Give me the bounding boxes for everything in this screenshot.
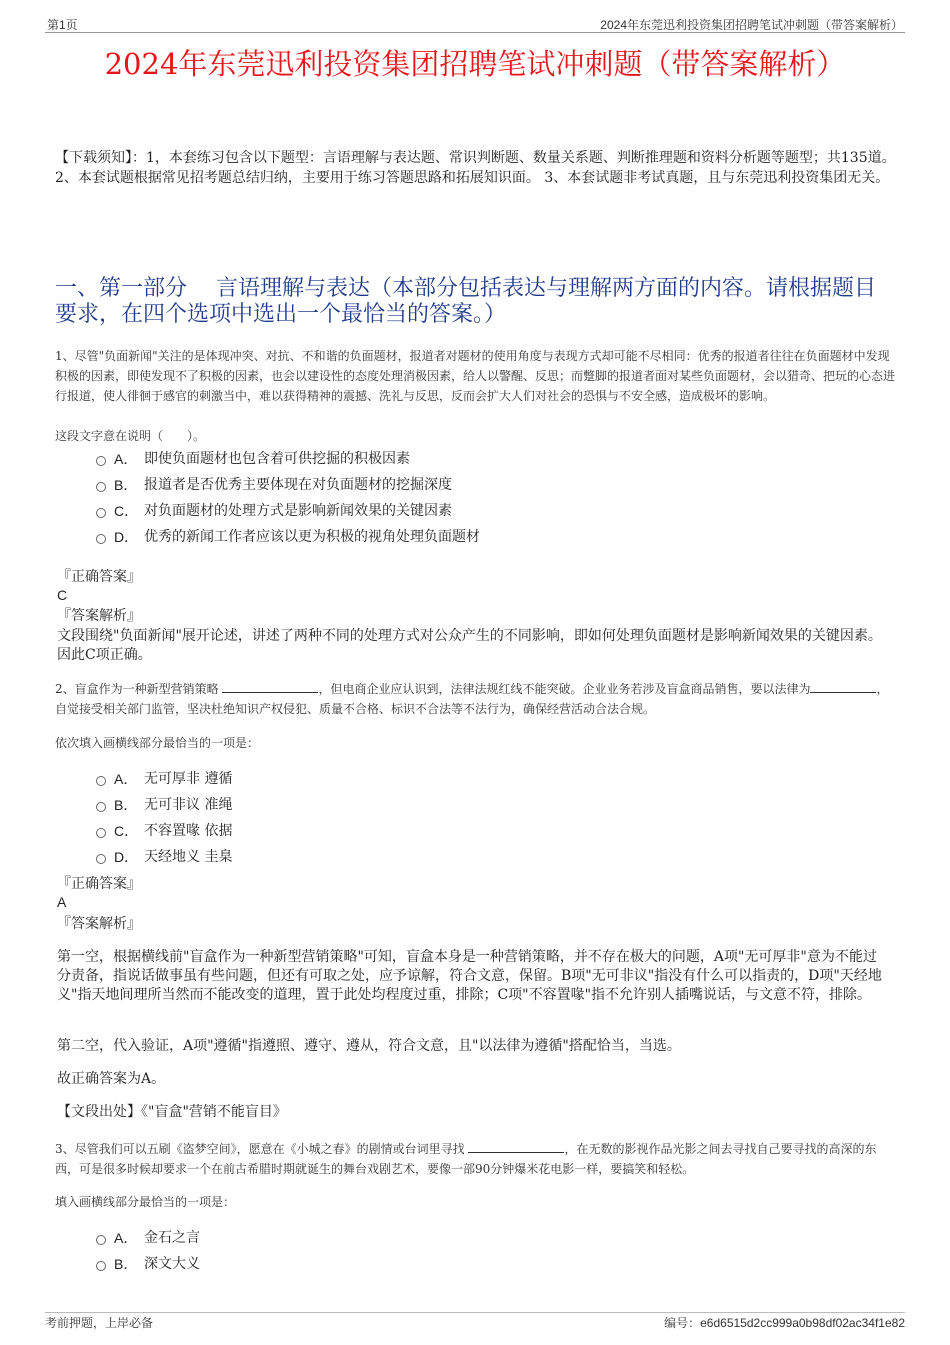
q3-option-b[interactable]: B． 深文大义 xyxy=(96,1254,200,1274)
q3-option-a[interactable]: A． 金石之言 xyxy=(96,1228,200,1248)
question-1-prompt: 这段文字意在说明（ ）。 xyxy=(55,429,206,443)
question-2-prompt: 依次填入画横线部分最恰当的一项是： xyxy=(55,736,260,750)
radio-icon[interactable] xyxy=(96,1261,106,1271)
q2-option-a[interactable]: A． 无可厚非 遵循 xyxy=(96,769,232,789)
radio-icon[interactable] xyxy=(96,828,106,838)
footer-doc-id: 编号：e6d6515d2cc999a0b98df02ac34f1e82 xyxy=(664,1316,905,1330)
radio-icon[interactable] xyxy=(96,1235,106,1245)
analysis-conclusion: 故正确答案为A。 xyxy=(57,1071,166,1087)
radio-icon[interactable] xyxy=(96,802,106,812)
page-title: 2024年东莞迅利投资集团招聘笔试冲刺题（带答案解析） xyxy=(104,47,846,81)
analysis-text: 文段围绕"负面新闻"展开论述，讲述了两种不同的处理方式对公众产生的不同影响，即如何处理负面题材是影响新闻效果的关键因素。因此C项正确。 xyxy=(57,628,882,663)
radio-icon[interactable] xyxy=(96,534,106,544)
question-1-text: 1、尽管"负面新闻"关注的是体现冲突、对抗、不和谐的负面题材，报道者对题材的使用角度与表现方式却可能不尽相同：优秀的报道者往往在负面题材中发现积极的因素，即使发现不了积极的因素，也会以建设性的态度处理消极因素，给人以警醒、反思；而蹩脚的报道者面对某些负面题材，会以猎奇、把玩的心态进行报道，使人徘徊于感官的刺激当中，难以获得精神的震撼、洗礼与反思，反而会扩大人们对社会的恐惧与不安全感，造成极坏的影响。 xyxy=(55,349,896,403)
question-3-prompt: 填入画横线部分最恰当的一项是： xyxy=(55,1195,236,1209)
footer-slogan: 考前押题，上岸必备 xyxy=(45,1316,154,1330)
radio-icon[interactable] xyxy=(96,508,106,518)
answer-label: 『正确答案』 xyxy=(57,876,141,892)
q1-option-c[interactable]: C． 对负面题材的处理方式是影响新闻效果的关键因素 xyxy=(96,501,452,521)
radio-icon[interactable] xyxy=(96,456,106,466)
radio-icon[interactable] xyxy=(96,776,106,786)
source-citation: 【文段出处】《"盲盒"营销不能盲目》 xyxy=(57,1104,287,1120)
header-title: 2024年东莞迅利投资集团招聘笔试冲刺题（带答案解析） xyxy=(600,18,903,32)
answer-value: A xyxy=(57,894,67,910)
radio-icon[interactable] xyxy=(96,854,106,864)
q1-option-d[interactable]: D． 优秀的新闻工作者应该以更为积极的视角处理负面题材 xyxy=(96,527,480,547)
analysis-label: 『答案解析』 xyxy=(57,916,141,932)
question-3-text: 3、尽管我们可以五刷《盗梦空间》，愿意在《小城之春》的剧情或台词里寻找 ，在无数的影视作品光影之间去寻找自己要寻找的高深的东西，可是很多时候却要求一个在前古希腊时期就诞生的舞台戏剧艺术，要像一部90分钟爆米花电影一样，要搞笑和轻松。 xyxy=(55,1142,877,1176)
analysis-text: 第二空，代入验证，A项"遵循"指遵照、遵守、遵从，符合文意，且"以法律为遵循"搭配恰当，当选。 xyxy=(57,1038,681,1054)
answer-label: 『正确答案』 xyxy=(57,569,141,585)
analysis-label: 『答案解析』 xyxy=(57,608,141,624)
page-number: 第1页 xyxy=(47,18,78,32)
q1-option-b[interactable]: B． 报道者是否优秀主要体现在对负面题材的挖掘深度 xyxy=(96,475,452,495)
answer-value: C xyxy=(57,587,68,603)
q2-option-b[interactable]: B． 无可非议 准绳 xyxy=(96,795,232,815)
download-notice: 【下载须知】：1，本套练习包含以下题型：言语理解与表达题、常识判断题、数量关系题、判断推理题和资料分析题等题型；共135道。 2、本套试题根据常见招考题总结归纳，主要用于练习答题思路和拓展知识面。 3、本套试题非考试真题，且与东莞迅利投资集团无关。 xyxy=(55,150,896,186)
q1-option-a[interactable]: A． 即使负面题材也包含着可供挖掘的积极因素 xyxy=(96,449,410,469)
footer-divider xyxy=(45,1312,905,1313)
analysis-text: 第一空，根据横线前"盲盒作为一种新型营销策略"可知，盲盒本身是一种营销策略，并不存在极大的问题，A项"无可厚非"意为不能过分责备，指说话做事虽有些问题，但还有可取之处，应予谅解，符合文意，保留。B项"无可非议"指没有什么可以指责的，D项"天经地义"指天地间理所当然而不能改变的道理，置于此处均程度过重，排除；C项"不容置喙"指不允许别人插嘴说话，与文意不符，排除。 xyxy=(57,949,882,1003)
q2-option-c[interactable]: C． 不容置喙 依据 xyxy=(96,821,232,841)
header-divider xyxy=(45,32,905,33)
section-heading: 一、第一部分 言语理解与表达（本部分包括表达与理解两方面的内容。请根据题目要求，在四个选项中选出一个最恰当的答案。） xyxy=(55,276,876,327)
question-2-text: 2、盲盒作为一种新型营销策略 ，但电商企业应认识到，法律法规红线不能突破。企业业务若涉及盲盒商品销售，要以法律为 ，自觉接受相关部门监管，坚决杜绝知识产权侵犯、质量不合格、标识不合法等不法行为，确保经营活动合法合规。 xyxy=(55,682,889,716)
radio-icon[interactable] xyxy=(96,482,106,492)
q2-option-d[interactable]: D． 天经地义 圭臬 xyxy=(96,847,232,867)
